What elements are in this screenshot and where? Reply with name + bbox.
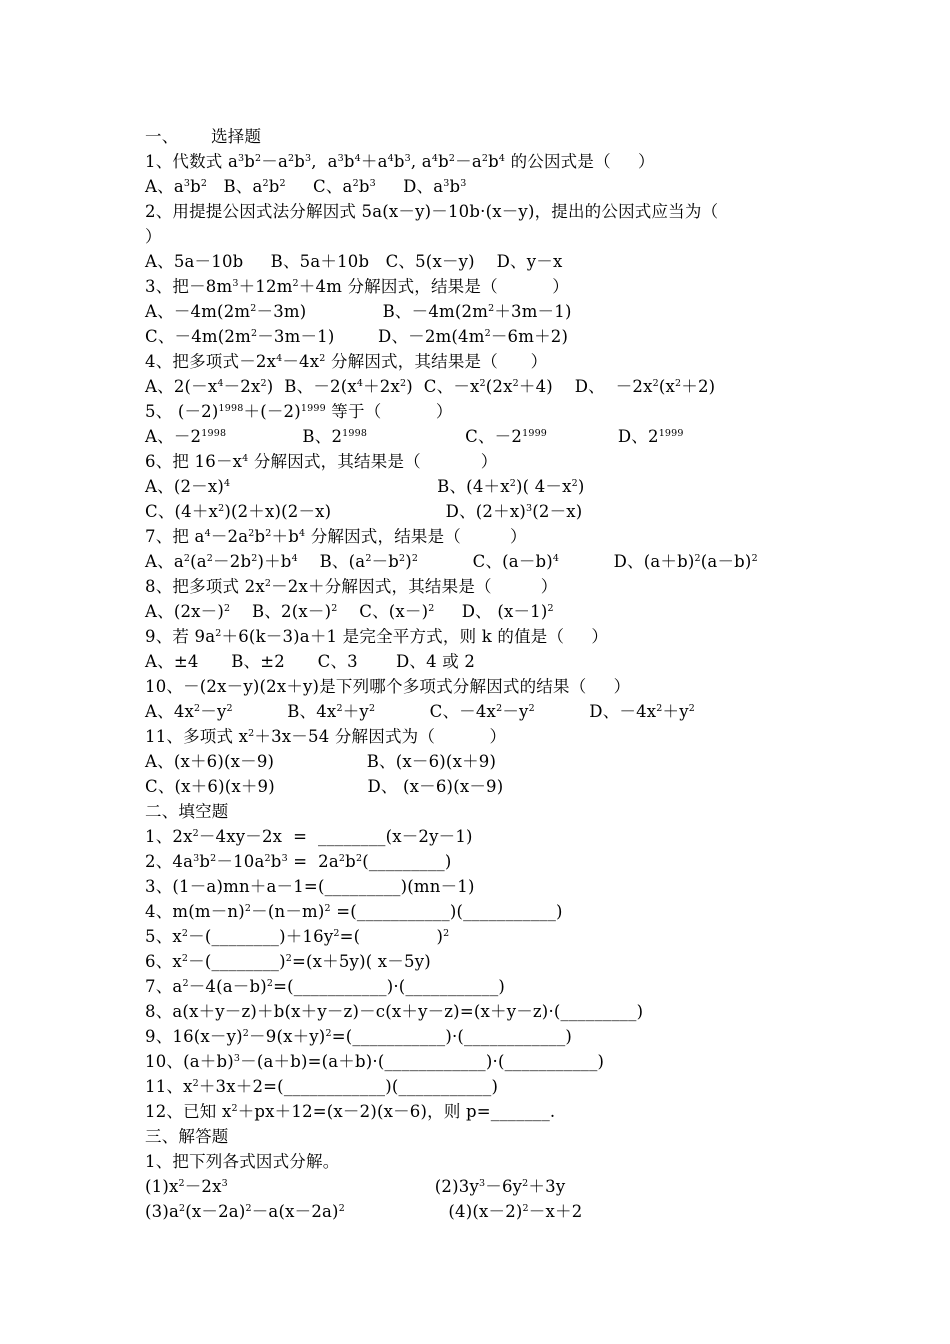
- text-line: 10、－(2x－y)(2x＋y)是下列哪个多项式分解因式的结果（ ）: [145, 677, 631, 696]
- text-line: 6、把 $16-x^4$ 分解因式，其结果是（ ）: [145, 452, 498, 471]
- text-line: 4、把多项式$-2x^4-4x^2$ 分解因式，其结果是（ ）: [145, 352, 548, 371]
- text-line: 11、$x^2+3x+2=(\_\_\_\_\_\_\_\_\_\_\_\_)(\_\_\_\_\_\_\_\_\_\_\_)$: [145, 1077, 499, 1096]
- text-line: 2、$4a^3b^2-10a^2b^3$ = $2a^2b^2(\_\_\_\_\_\_\_\_\_)$: [145, 852, 452, 871]
- text-line: A、$-2^{1998}$ B、$2^{1998}$ C、$-2^{1999}$ D、$2^{1999}$: [145, 427, 684, 446]
- text-line: $(3)a^2(x-2a)^2-a(x-2a)^2$ $(4)(x-2)^2-x+2$: [145, 1202, 583, 1221]
- text-line: ）: [145, 227, 162, 246]
- text-line: A、(x＋6)(x－9) B、(x－6)(x＋9): [145, 752, 497, 771]
- text-line: A、$4x^2-y^2$ B、$4x^2+y^2$ C、$-4x^2-y^2$ D、$-4x^2+y^2$: [145, 702, 696, 721]
- text-line: 二、填空题: [145, 802, 229, 821]
- text-line: C、$(4+x^2)(2+x)(2-x)$ D、$(2+x)^3(2-x)$: [145, 502, 583, 521]
- text-line: 9、若 $9a^2+6(k-3)a+1$ 是完全平方式，则 k 的值是（ ）: [145, 627, 609, 646]
- text-line: 7、$a^2-4(a-b)^2=(\_\_\_\_\_\_\_\_\_\_\_)\cdot(\_\_\_\_\_\_\_\_\_\_\_)$: [145, 977, 506, 996]
- text-line: C、$-4m(2m^2-3m-1)$ D、$-2m(4m^2-6m+2)$: [145, 327, 569, 346]
- text-line: 12、已知 $x^2+px+12=(x-2)(x-6)$，则 p=_______.: [145, 1102, 556, 1121]
- text-line: A、$-4m(2m^2-3m)$ B、$-4m(2m^2+3m-1)$: [145, 302, 572, 321]
- text-line: 1、$2x^2-4xy-2x$ = ________(x－2y－1): [145, 827, 473, 846]
- text-line: 5、$x^2-(\_\_\_\_\_\_\_\_)+16y^2=$( )$^2$: [145, 927, 450, 946]
- text-line: $(1)x^2-2x^3$ $(2)3y^3-6y^2+3y$: [145, 1177, 566, 1196]
- text-line: 1、代数式 $a^3b^2-a^2b^3$, $a^3b^4+a^4b^3$, $a^4b^2-a^2b^4$ 的公因式是（ ）: [145, 152, 655, 171]
- text-line: 9、$16(x-y)^2-9(x+y)^2=(\_\_\_\_\_\_\_\_\_\_\_)\cdot(\_\_\_\_\_\_\_\_\_\_\_\_)$: [145, 1027, 573, 1046]
- text-line: 11、多项式 $x^2+3x-54$ 分解因式为（ ）: [145, 727, 507, 746]
- text-line: A、$a^2(a^2-2b^2)+b^4$ B、$(a^2-b^2)^2$ C、$(a-b)^4$ D、$(a+b)^2(a-b)^2$: [145, 552, 758, 571]
- text-line: 2、用提提公因式法分解因式 5a(x－y)－10b·(x－y)，提出的公因式应当为（: [145, 202, 719, 221]
- text-line: A、±4 B、±2 C、3 D、4 或 2: [145, 652, 476, 671]
- text-line: 8、a(x＋y－z)＋b(x＋y－z)－c(x＋y－z)=(x＋y－z)·(_________): [145, 1002, 644, 1021]
- text-line: 6、$x^2-(\_\_\_\_\_\_\_\_)^2=(x+5y)$( x－5y): [145, 952, 431, 971]
- text-line: 一、 选择题: [145, 127, 262, 146]
- text-line: 5、 $(-2)^{1998}+(-2)^{1999}$ 等于（ ）: [145, 402, 453, 421]
- text-line: 三、解答题: [145, 1127, 229, 1146]
- text-line: 4、$m(m-n)^2-(n-m)^2$ =(___________)(___________): [145, 902, 563, 921]
- text-line: A、$a^3b^2$ B、$a^2b^2$ C、$a^2b^3$ D、$a^3b^3$: [145, 177, 467, 196]
- text-line: A、$(2-x)^4$ B、$(4+x^2)$( $4-x^2$): [145, 477, 585, 496]
- text-line: A、$2(-x^4-2x^2)$ B、$-2(x^4+2x^2)$ C、$-x^2(2x^2+4)$ D、 $-2x^2(x^2+2)$: [145, 377, 716, 396]
- text-line: 7、把 $a^4-2a^2b^2+b^4$ 分解因式，结果是（ ）: [145, 527, 527, 546]
- text-line: 8、把多项式 $2x^2-2x+$分解因式，其结果是（ ）: [145, 577, 558, 596]
- text-line: 3、把$-8m^3+12m^2+4m$ 分解因式，结果是（ ）: [145, 277, 569, 296]
- text-line: 1、把下列各式因式分解。: [145, 1152, 340, 1171]
- text-line: A、5a－10b B、5a＋10b C、5(x－y) D、y－x: [145, 252, 563, 271]
- text-line: 10、$(a+b)^3-(a+b)=(a+b)\cdot(\_\_\_\_\_\_\_\_\_\_\_\_)\cdot(\_\_\_\_\_\_\_\_\_\_\_)$: [145, 1052, 605, 1071]
- text-line: A、$(2x-)^2$ B、$2(x-)^2$ C、$(x-)^2$ D、 $(x-1)^2$: [145, 602, 554, 621]
- text-line: C、(x＋6)(x＋9) D、 (x－6)(x－9): [145, 777, 504, 796]
- text-line: 3、(1－a)mn＋a－1=(_________)(mn－1): [145, 877, 475, 896]
